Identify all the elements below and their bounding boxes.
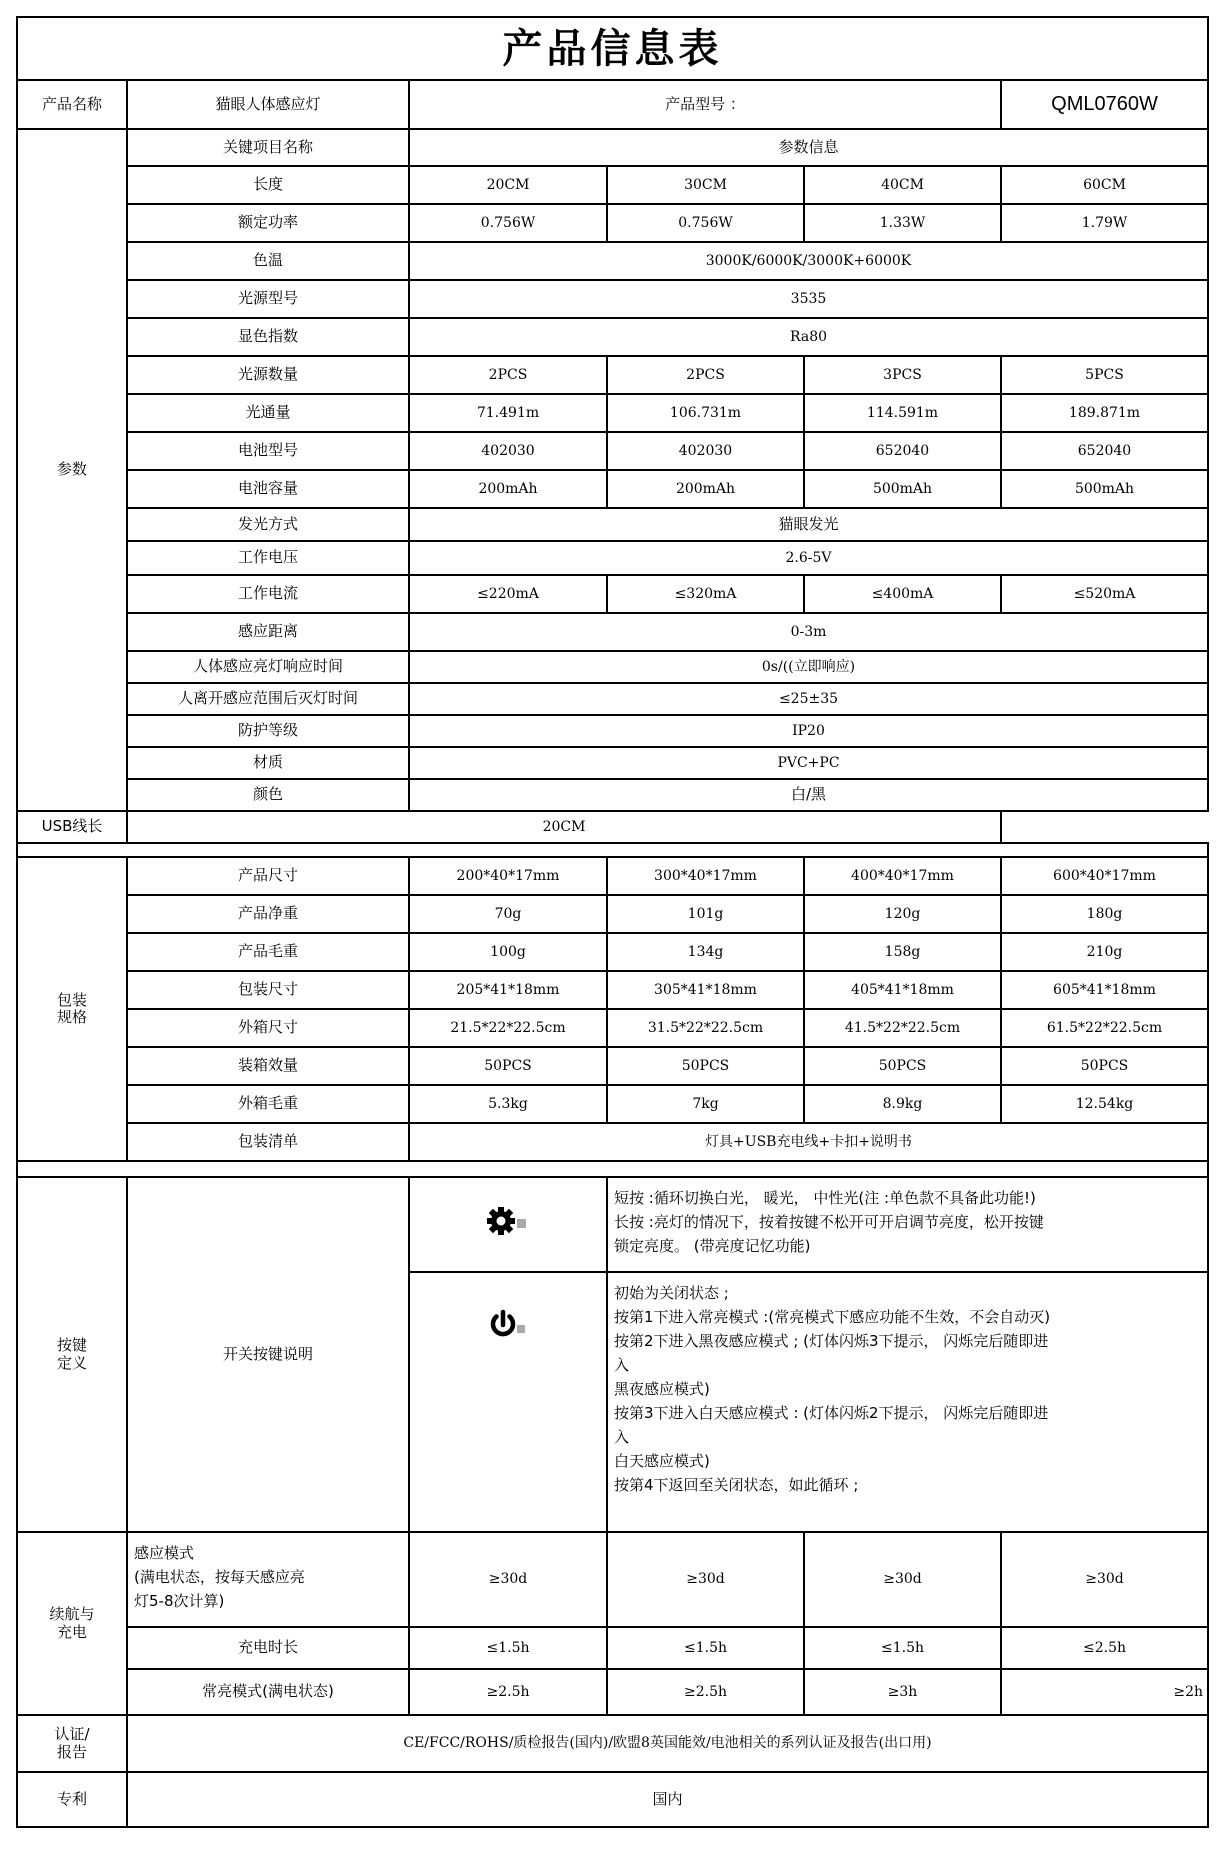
sense-line: 感应模式 [134,1544,195,1562]
desc-line: 短按 :循环切换白光， 暖光， 中性光(注 :单色款不具备此功能!) [614,1189,1036,1207]
cri-label: 显色指数 [127,318,409,356]
battery-model-value: 402030 [607,432,804,470]
sense-line: 灯5-8次计算) [134,1592,225,1610]
pack-list-label: 包装清单 [127,1123,409,1161]
sense-line: (满电状态，按每天感应亮 [134,1568,305,1586]
carton-qty-value: 50PCS [409,1047,607,1085]
params-section-label: 参数 [17,129,127,811]
desc-line: 按第4下返回至关闭状态，如此循环 ; [614,1476,859,1494]
gross-weight-value: 100g [409,933,607,971]
carton-gross-value: 7kg [607,1085,804,1123]
button-section-line: 定义 [56,1353,87,1372]
battery-model-value: 402030 [409,432,607,470]
packing-section-label [17,857,127,1161]
battery-capacity-label: 电池容量 [127,470,409,508]
packing-section-line: 规格 [56,1008,87,1026]
response-label: 人体感应亮灯响应时间 [127,651,409,683]
light-count-value: 5PCS [1001,356,1208,394]
desc-line: 长按 :亮灯的情况下，按着按键不松开可开启调节亮度，松开按键 [614,1213,1044,1231]
section-spacer [17,1161,1208,1177]
carton-size-value: 31.5*22*22.5cm [607,1009,804,1047]
battery-capacity-value: 500mAh [804,470,1001,508]
color-label: 颜色 [127,779,409,811]
desc-line: 入 [614,1356,630,1374]
endurance-section-label [17,1532,127,1715]
cri-value: Ra80 [409,318,1208,356]
product-name-label: 产品名称 [17,80,127,129]
color-button-icon-cell [409,1177,607,1272]
battery-capacity-value: 200mAh [607,470,804,508]
color-button-desc [607,1177,1208,1272]
off-delay-label: 人离开感应范围后灭灯时间 [127,683,409,715]
carton-size-value: 21.5*22*22.5cm [409,1009,607,1047]
length-value: 60CM [1001,166,1208,204]
ip-value: IP20 [409,715,1208,747]
net-weight-label: 产品净重 [127,895,409,933]
power-button-desc [607,1272,1208,1532]
battery-model-value: 652040 [804,432,1001,470]
section-spacer [17,843,1208,857]
cert-label-line: 报告 [56,1742,87,1761]
light-count-value: 3PCS [804,356,1001,394]
charge-time-value: ≤2.5h [1001,1627,1208,1669]
power-label: 额定功率 [127,204,409,242]
power-icon [487,1309,529,1343]
sense-mode-value: ≥30d [409,1532,607,1627]
packing-section-line: 包装 [56,990,87,1009]
off-delay-value: ≤25±35 [409,683,1208,715]
light-count-value: 2PCS [607,356,804,394]
usb-value: 20CM [127,811,1001,843]
power-value: 1.33W [804,204,1001,242]
desc-line: 入 [614,1428,630,1446]
product-info-sheet [16,16,1209,1828]
constant-mode-value: ≥2.5h [409,1669,607,1715]
cert-label [17,1715,127,1772]
product-name-value: 猫眼人体感应灯 [127,80,409,129]
flux-value: 189.871m [1001,394,1208,432]
carton-qty-value: 50PCS [607,1047,804,1085]
sense-mode-label [127,1532,409,1627]
light-count-label: 光源数量 [127,356,409,394]
flux-label: 光通量 [127,394,409,432]
param-info-header: 参数信息 [409,129,1208,166]
gross-weight-value: 134g [607,933,804,971]
material-value: PVC+PC [409,747,1208,779]
net-weight-value: 70g [409,895,607,933]
net-weight-value: 101g [607,895,804,933]
constant-mode-label: 常亮模式(满电状态) [127,1669,409,1715]
power-value: 0.756W [607,204,804,242]
pack-size-value: 305*41*18mm [607,971,804,1009]
length-value: 30CM [607,166,804,204]
usb-label: USB线长 [17,811,127,843]
light-model-label: 光源型号 [127,280,409,318]
current-value: ≤400mA [804,575,1001,613]
carton-gross-value: 8.9kg [804,1085,1001,1123]
endurance-section-line: 续航与 [49,1605,95,1624]
power-button-icon-cell [409,1272,607,1532]
light-mode-label: 发光方式 [127,508,409,541]
net-weight-value: 120g [804,895,1001,933]
pack-list-value: 灯具+USB充电线+卡扣+说明书 [409,1123,1208,1161]
distance-value: 0-3m [409,613,1208,651]
charge-time-label: 充电时长 [127,1627,409,1669]
current-value: ≤520mA [1001,575,1208,613]
net-weight-value: 180g [1001,895,1208,933]
key-item-header: 关键项目名称 [127,129,409,166]
current-value: ≤220mA [409,575,607,613]
battery-model-label: 电池型号 [127,432,409,470]
desc-line: 按第3下进入白天感应模式 : (灯体闪烁2下提示， 闪烁完后随即进 [614,1404,1049,1422]
product-size-value: 400*40*17mm [804,857,1001,895]
endurance-section-line: 充电 [56,1622,87,1641]
power-value: 0.756W [409,204,607,242]
cert-label-line: 认证/ [54,1725,90,1744]
voltage-value: 2.6-5V [409,541,1208,575]
current-value: ≤320mA [607,575,804,613]
length-label: 长度 [127,166,409,204]
product-model-value: QML0760W [1001,80,1208,129]
button-section-label [17,1177,127,1532]
gear-icon [485,1205,531,1239]
material-label: 材质 [127,747,409,779]
battery-capacity-value: 200mAh [409,470,607,508]
distance-label: 感应距离 [127,613,409,651]
flux-value: 71.491m [409,394,607,432]
product-size-value: 600*40*17mm [1001,857,1208,895]
length-value: 40CM [804,166,1001,204]
desc-line: 按第1下进入常亮模式 :(常亮模式下感应功能不生效，不会自动灭) [614,1308,1051,1326]
voltage-label: 工作电压 [127,541,409,575]
constant-mode-value: ≥2h [1001,1669,1208,1715]
pack-size-value: 205*41*18mm [409,971,607,1009]
product-info-table [16,16,1209,1828]
sense-mode-value: ≥30d [607,1532,804,1627]
light-model-value: 3535 [409,280,1208,318]
desc-line: 黑夜感应模式) [614,1380,710,1398]
current-label: 工作电流 [127,575,409,613]
flux-value: 114.591m [804,394,1001,432]
carton-size-label: 外箱尺寸 [127,1009,409,1047]
charge-time-value: ≤1.5h [409,1627,607,1669]
product-size-value: 200*40*17mm [409,857,607,895]
light-count-value: 2PCS [409,356,607,394]
pack-size-value: 405*41*18mm [804,971,1001,1009]
product-size-label: 产品尺寸 [127,857,409,895]
ip-label: 防护等级 [127,715,409,747]
carton-qty-label: 装箱效量 [127,1047,409,1085]
gross-weight-label: 产品毛重 [127,933,409,971]
light-mode-value: 猫眼发光 [409,508,1208,541]
carton-size-value: 61.5*22*22.5cm [1001,1009,1208,1047]
button-section-line: 按键 [56,1336,87,1355]
gross-weight-value: 210g [1001,933,1208,971]
cert-value: CE/FCC/ROHS/质检报告(国内)/欧盟8英国能效/电池相关的系列认证及报告(出口用) [127,1715,1208,1772]
desc-line: 锁定亮度。 (带亮度记忆功能) [614,1237,811,1255]
carton-gross-value: 12.54kg [1001,1085,1208,1123]
constant-mode-value: ≥3h [804,1669,1001,1715]
carton-gross-value: 5.3kg [409,1085,607,1123]
gross-weight-value: 158g [804,933,1001,971]
charge-time-value: ≤1.5h [804,1627,1001,1669]
flux-value: 106.731m [607,394,804,432]
pack-size-label: 包装尺寸 [127,971,409,1009]
desc-line: 按第2下进入黑夜感应模式 ; (灯体闪烁3下提示， 闪烁完后随即进 [614,1332,1049,1350]
switch-button-label: 开关按键说明 [127,1177,409,1532]
desc-line: 初始为关闭状态 ; [614,1284,729,1302]
constant-mode-value: ≥2.5h [607,1669,804,1715]
length-value: 20CM [409,166,607,204]
carton-size-value: 41.5*22*22.5cm [804,1009,1001,1047]
sense-mode-value: ≥30d [1001,1532,1208,1627]
carton-qty-value: 50PCS [804,1047,1001,1085]
response-value: 0s/((立即响应) [409,651,1208,683]
color-value: 白/黑 [409,779,1208,811]
sense-mode-value: ≥30d [804,1532,1001,1627]
desc-line: 白天感应模式) [614,1452,710,1470]
page-title: 产品信息表 [17,17,1208,80]
pack-size-value: 605*41*18mm [1001,971,1208,1009]
carton-qty-value: 50PCS [1001,1047,1208,1085]
color-temp-label: 色温 [127,242,409,280]
battery-model-value: 652040 [1001,432,1208,470]
battery-capacity-value: 500mAh [1001,470,1208,508]
product-size-value: 300*40*17mm [607,857,804,895]
color-temp-value: 3000K/6000K/3000K+6000K [409,242,1208,280]
charge-time-value: ≤1.5h [607,1627,804,1669]
carton-gross-label: 外箱毛重 [127,1085,409,1123]
power-value: 1.79W [1001,204,1208,242]
patent-label: 专利 [17,1772,127,1827]
product-model-label: 产品型号 ： [409,80,1001,129]
patent-value: 国内 [127,1772,1208,1827]
